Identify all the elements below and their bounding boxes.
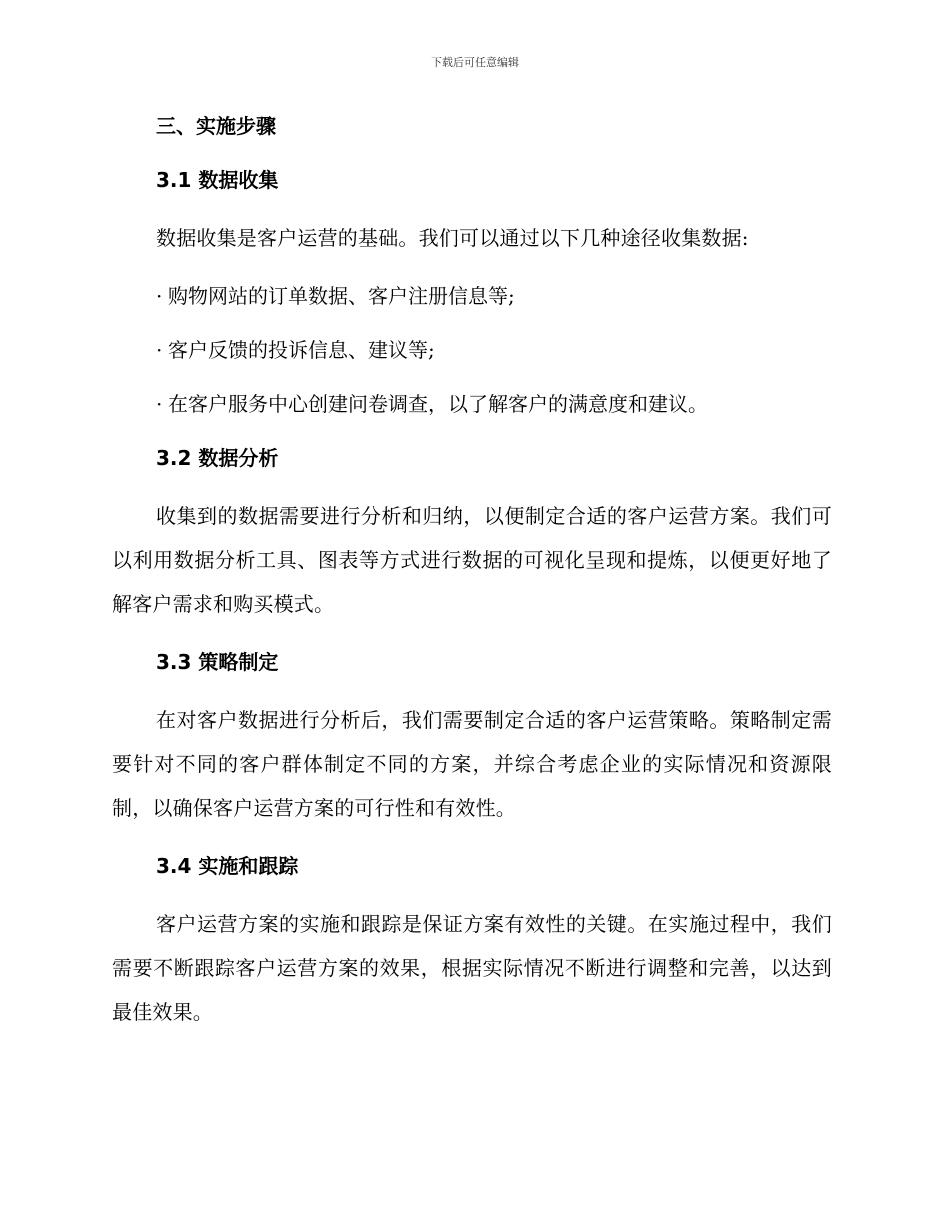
list-item (112, 332, 832, 368)
list-item-text: 在客户服务中心创建问卷调查，以了解客户的满意度和建议。 (168, 392, 708, 416)
subsection-heading-data-collection: 3.1 数据收集 (156, 168, 279, 192)
paragraph-data-collection: 数据收集是客户运营的基础。我们可以通过以下几种途径收集数据: (156, 226, 749, 250)
paragraph-data-analysis: 收集到的数据需要进行分析和归纳，以便制定合适的客户运营方案。我们可以利用数据分析工具、图表等方式进行数据的可视化呈现和提炼，以便更好地了解客户需求和购买模式。 (112, 504, 832, 616)
subsection-heading-data-analysis: 3.2 数据分析 (156, 446, 279, 470)
header-note: 下载后可任意编辑 (431, 56, 519, 69)
bullet-list-data-sources (112, 278, 832, 422)
list-item (112, 278, 832, 314)
bullet-dot-icon: · (156, 338, 163, 362)
paragraph-strategy: 在对客户数据进行分析后，我们需要制定合适的客户运营策略。策略制定需要针对不同的客户群体制定不同的方案，并综合考虑企业的实际情况和资源限制，以确保客户运营方案的可行性和有效性。 (112, 708, 832, 820)
subsection-heading-implementation: 3.4 实施和跟踪 (156, 854, 299, 878)
list-item-text: 客户反馈的投诉信息、建议等; (168, 338, 435, 362)
document-content (112, 108, 832, 1034)
list-item (112, 386, 832, 422)
bullet-dot-icon: · (156, 392, 163, 416)
subsection-heading-strategy: 3.3 策略制定 (156, 650, 279, 674)
paragraph-implementation: 客户运营方案的实施和跟踪是保证方案有效性的关键。在实施过程中，我们需要不断跟踪客户运营方案的效果，根据实际情况不断进行调整和完善，以达到最佳效果。 (112, 912, 832, 1024)
bullet-dot-icon: · (156, 284, 163, 308)
section-title: 三、实施步骤 (156, 114, 276, 138)
list-item-text: 购物网站的订单数据、客户注册信息等; (168, 284, 515, 308)
